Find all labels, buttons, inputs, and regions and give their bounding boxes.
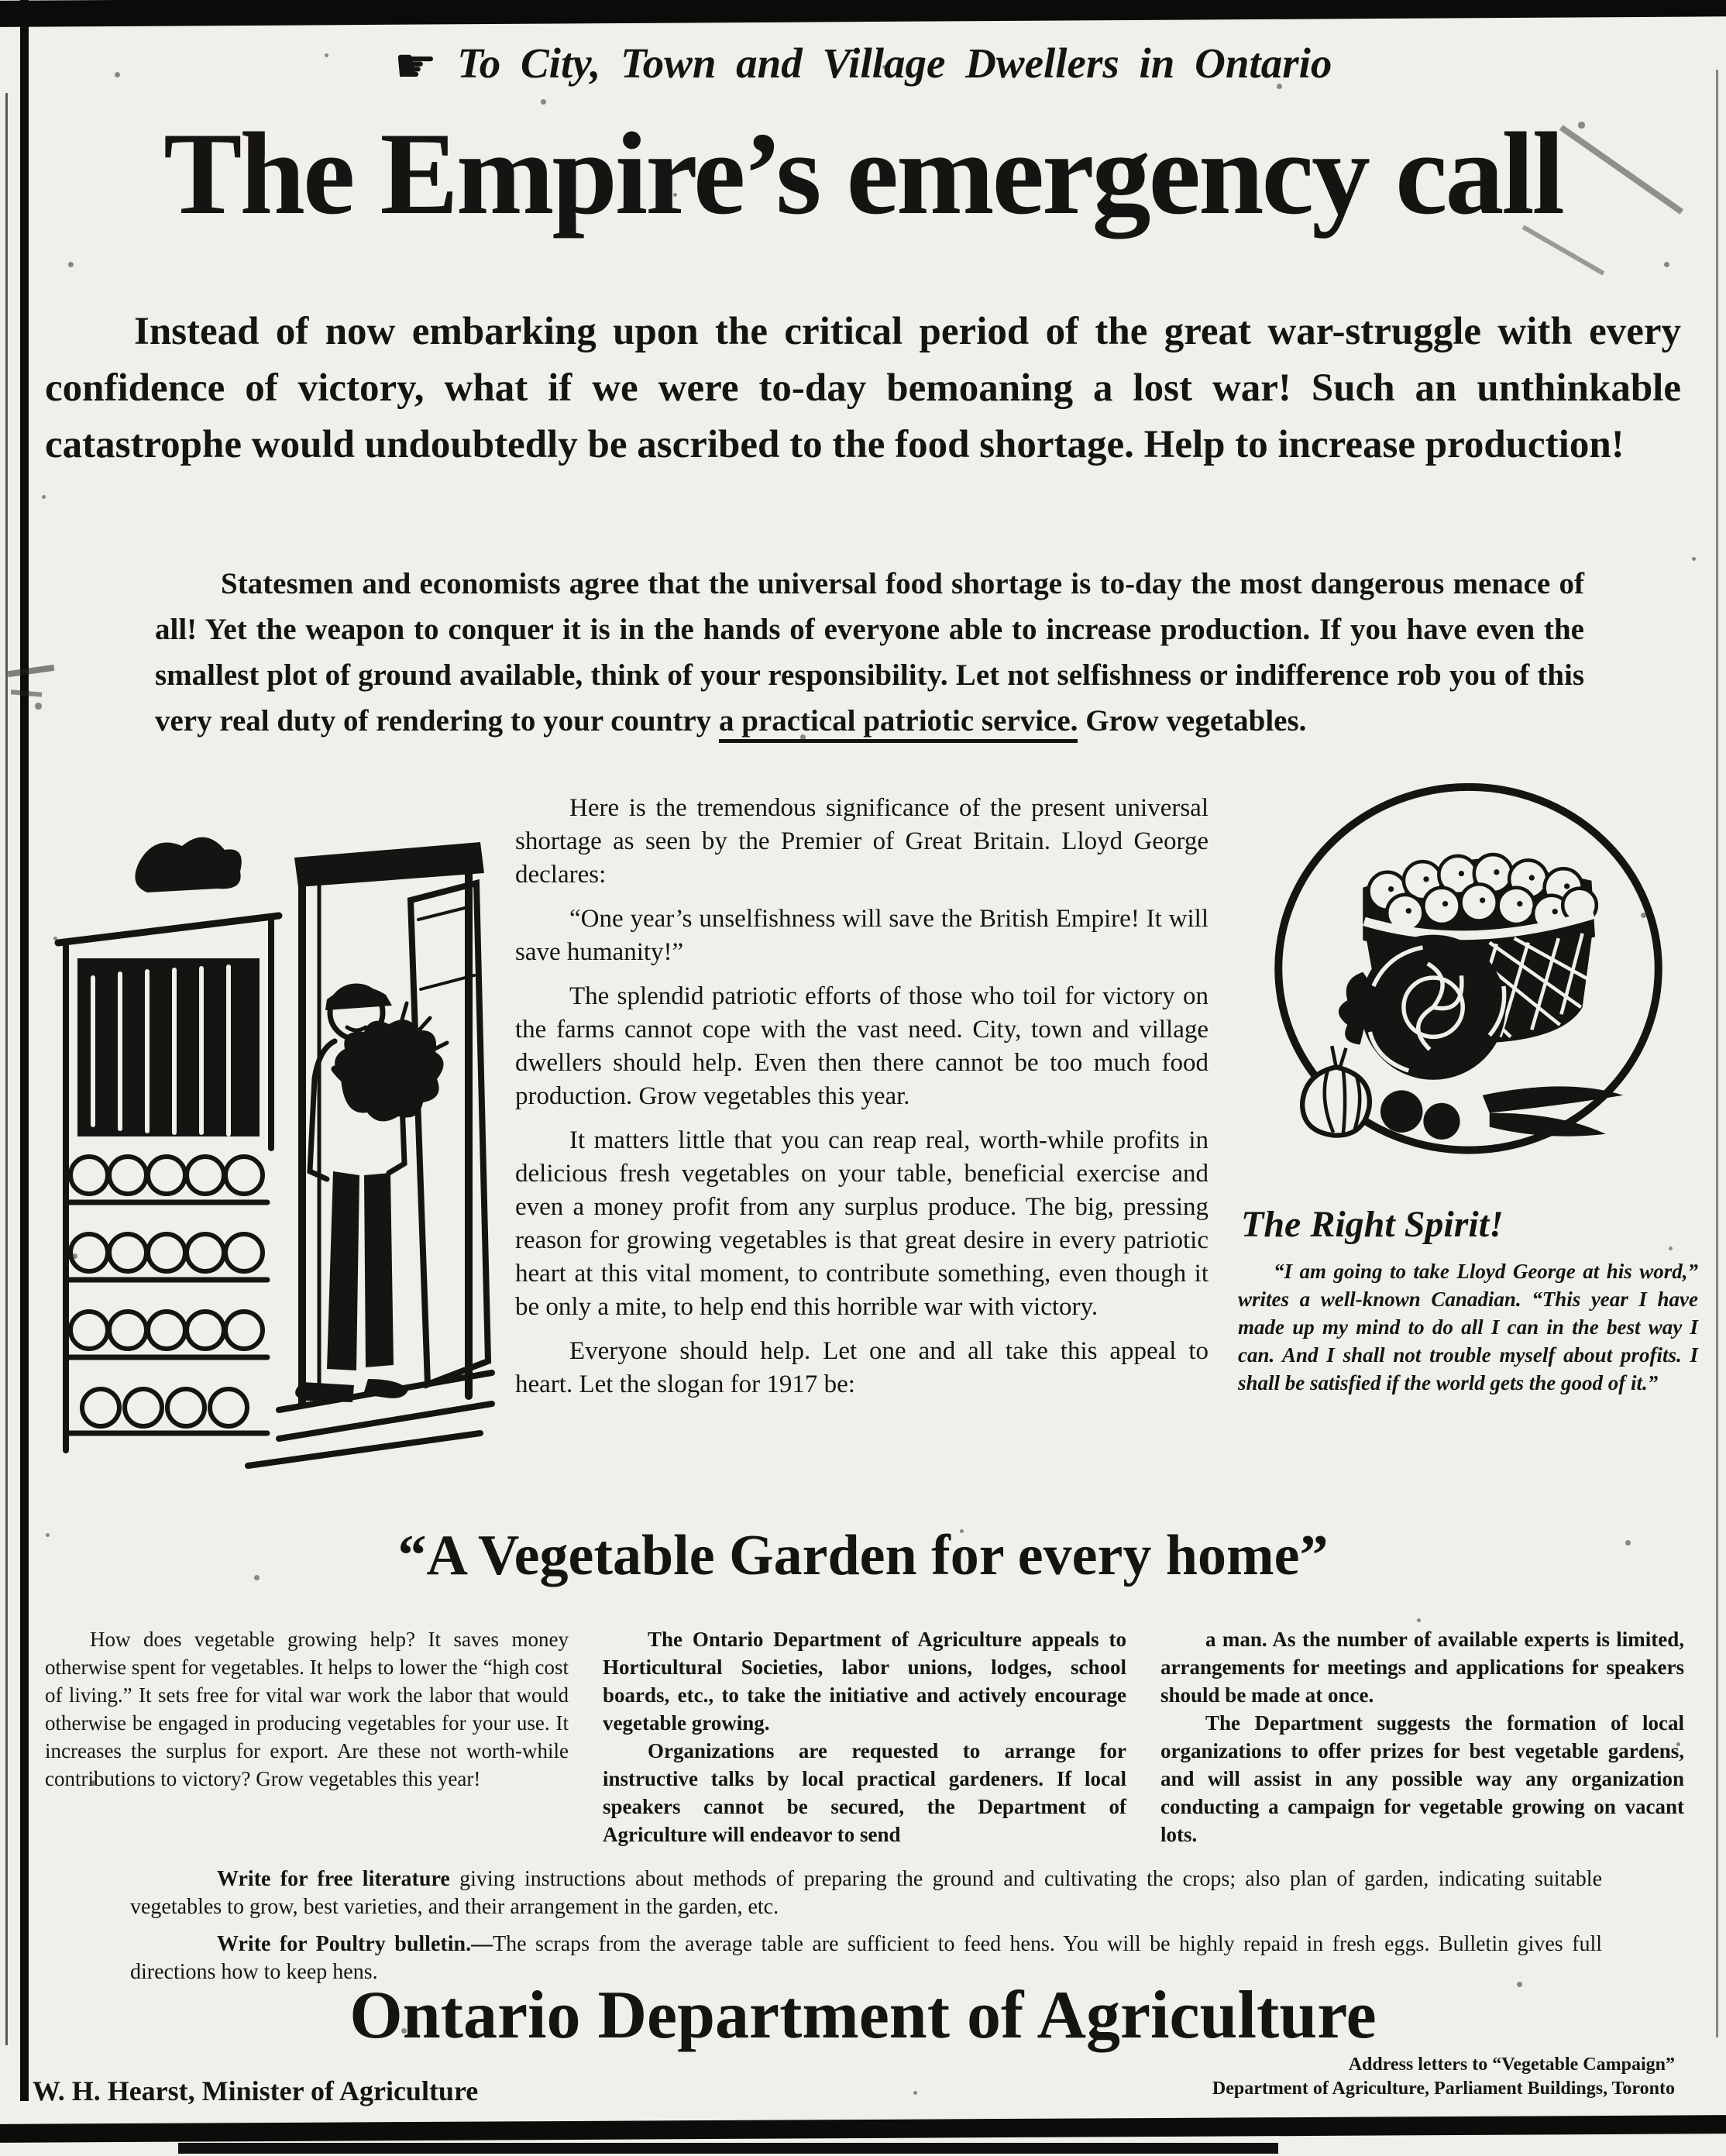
- notice-lead: Write for free literature: [217, 1867, 450, 1891]
- right-column: [1238, 775, 1698, 1397]
- notice-free-literature: [130, 1865, 1602, 1921]
- kicker-line: [0, 37, 1726, 94]
- notices: [130, 1865, 1602, 1996]
- notice-body: giving instructions about methods of preparing the ground and cultivating the crops; also plan of garden, indicating suitable vegetables to grow, best varieties, and their arrangement in the garden, etc.: [130, 1867, 1602, 1919]
- underlined-phrase: a practical patriotic service.: [719, 704, 1078, 743]
- bottom-columns: [45, 1625, 1684, 1848]
- right-spirit-quote: “I am going to take Lloyd George at his word,” writes a well-known Canadian. “This year I have made up my mind to do all I can in the best way I can. And I shall not trouble myself about profits. I shall be satisfied if the world gets the good of it.”: [1238, 1260, 1698, 1394]
- bottom-column-2: [603, 1625, 1126, 1848]
- notice-lead: Write for Poultry bulletin.—: [217, 1932, 493, 1956]
- intro-paragraph: [155, 561, 1584, 744]
- scan-speckles: [0, 0, 2, 2]
- intro-text-post: Grow vegetables.: [1078, 704, 1307, 738]
- pointing-hand-icon: ☛: [394, 37, 438, 94]
- right-spirit-title: The Right Spirit!: [1241, 1204, 1504, 1245]
- bottom-column-3: [1160, 1625, 1684, 1848]
- quote-paragraph: “One year’s unselfishness will save the British Empire! It will save humanity!”: [515, 905, 1209, 966]
- department-title: Ontario Department of Agriculture: [349, 1978, 1377, 2053]
- slogan-headline: “A Vegetable Garden for every home”: [397, 1524, 1329, 1587]
- top-border-bar: [0, 0, 1726, 27]
- address-line-2: Department of Agriculture, Parliament Buildings, Toronto: [1212, 2079, 1675, 2099]
- address-line-1: Address letters to “Vegetable Campaign”: [1348, 2055, 1675, 2075]
- vegetable-basket-illustration: [1257, 775, 1680, 1166]
- notice-body: The scraps from the average table are sufficient to feed hens. You will be highly repaid in fresh eggs. Bulletin gives full directions how to keep hens.: [130, 1932, 1603, 1984]
- bottom-border-bar: [0, 2115, 1726, 2143]
- center-column: [515, 792, 1209, 1412]
- ink-smudge: [8, 665, 55, 677]
- kicker-text: To City, Town and Village Dwellers in Ontario: [457, 40, 1332, 87]
- paragraph: Here is the tremendous significance of the present universal shortage as seen by the Premier of Great Britain. Lloyd George declares:: [515, 794, 1209, 889]
- man-with-vegetables-illustration: [46, 784, 496, 1470]
- minister-signature: W. H. Hearst, Minister of Agriculture: [33, 2075, 479, 2106]
- left-border-rule: [20, 0, 29, 2101]
- bottom-column-1: [45, 1625, 569, 1848]
- bottom-border-bar-2: [178, 2143, 1278, 2154]
- paragraph: The splendid patriotic efforts of those who toil for victory on the farms cannot cope with the vast need. City, town and village dwellers should help. Even then there cannot be too much food production. Grow vegetables this year.: [515, 982, 1209, 1110]
- paragraph: How does vegetable growing help? It saves money otherwise spent for vegetables. It helps to lower the “high cost of living.” It sets free for vital war work the labor that would otherwise be engaged in producing vegetables for your use. It increases the surplus for export. Are these not worth-while contributions to victory? Grow vegetables this year!: [45, 1628, 569, 1790]
- paragraph: It matters little that you can reap real, worth-while profits in delicious fresh vegetables on your table, beneficial exercise and even a money profit from any surplus produce. The big, pressing reason for growing vegetables is that great desire in every patriotic heart at this vital moment, to contribute something, even though it be only a mite, to help end this horrible war with victory.: [515, 1126, 1209, 1321]
- intro-text-pre: Statesmen and economists agree that the universal food shortage is to-day the most dangerous menace of all! Yet the weapon to conquer it is in the hands of everyone able to increase production. If you have even the smallest plot of ground available, think of your responsibility. Let not selfishness or indifference rob you of this very real duty of rendering to your country: [155, 567, 1584, 738]
- lead-paragraph: Instead of now embarking upon the critical period of the great war-struggle with every confidence of victory, what if we were to-day bemoaning a lost war! Such an unthinkable catastrophe would undoubtedly be ascribed to the food shortage. Help to increase production!: [45, 310, 1681, 466]
- main-headline: The Empire’s emergency call: [163, 108, 1563, 239]
- paragraph: Everyone should help. Let one and all take this appeal to heart. Let the slogan for 1917 be:: [515, 1337, 1209, 1398]
- paragraph: The Ontario Department of Agriculture appeals to Horticultural Societies, labor unions, lodges, school boards, etc., to take the initiative and actively encourage vegetable growing.: [603, 1628, 1126, 1735]
- paragraph: The Department suggests the formation of local organizations to offer prizes for best vegetable gardens, and will assist in any possible way any organization conducting a campaign for vegetable growing on vacant lots.: [1160, 1711, 1684, 1846]
- paragraph: Organizations are requested to arrange for instructive talks by local practical gardeners. If local speakers cannot be secured, the Department of Agriculture will endeavor to send: [603, 1739, 1126, 1846]
- address-block: [1212, 2053, 1675, 2101]
- right-border-rule: [1716, 70, 1718, 2037]
- left-border-rule-thin: [5, 93, 8, 2045]
- paragraph: a man. As the number of available experts is limited, arrangements for meetings and applications for speakers should be made at once.: [1160, 1628, 1684, 1707]
